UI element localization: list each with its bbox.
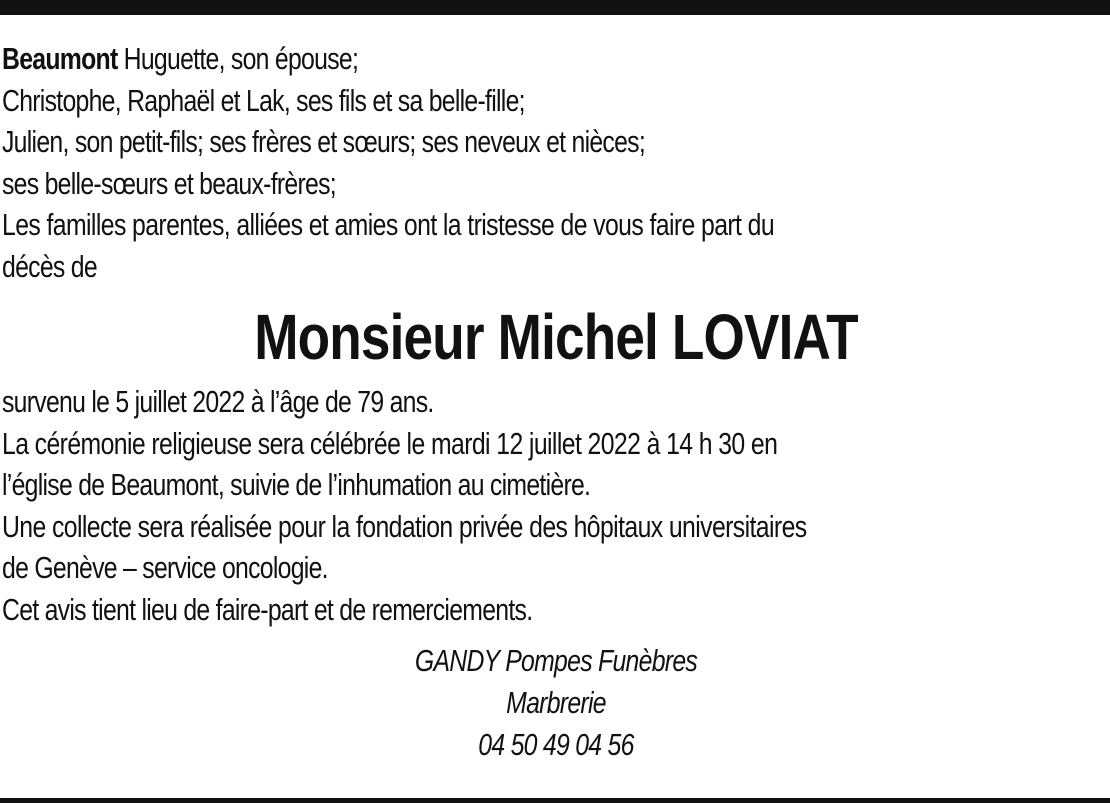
- top-border-rule: [0, 0, 1110, 15]
- obituary-notice: [2, 38, 1110, 766]
- family-line-6: décès de: [2, 248, 97, 284]
- details-line-6: Cet avis tient lieu de faire-part et de remerciements.: [2, 591, 533, 627]
- family-line-3: Julien, son petit-fils; ses frères et sœurs; ses neveux et nièces;: [2, 124, 646, 159]
- family-line-2: Christophe, Raphaël et Lak, ses fils et sa belle-fille;: [2, 82, 525, 118]
- details-line-3: l’église de Beaumont, suivie de l’inhumation au cimetière.: [2, 467, 591, 502]
- funeral-home-phone: 04 50 49 04 56: [478, 727, 634, 762]
- family-line-5: Les familles parentes, alliées et amies ont la tristesse de vous faire part du: [2, 207, 775, 242]
- details-line-4: Une collecte sera réalisée pour la fondation privée des hôpitaux universitaires: [2, 508, 807, 544]
- deceased-name: Monsieur Michel LOVIAT: [254, 301, 858, 373]
- funeral-home-service: Marbrerie: [506, 685, 606, 720]
- family-line-1: [2, 38, 888, 80]
- family-line-1-rest: Huguette, son épouse;: [117, 41, 359, 76]
- funeral-home-signature: [2, 640, 1110, 766]
- funeral-home-name: GANDY Pompes Funèbres: [414, 643, 698, 678]
- details-line-2: La cérémonie religieuse sera célébrée le mardi 12 juillet 2022 à 14 h 30 en: [2, 425, 778, 461]
- details-line-1: survenu le 5 juillet 2022 à l’âge de 79 ans.: [2, 384, 434, 419]
- family-surname: Beaumont: [2, 41, 118, 76]
- family-line-4: ses belle-sœurs et beaux-frères;: [2, 165, 336, 201]
- details-line-5: de Genève – service oncologie.: [2, 550, 328, 585]
- bottom-border-rule: [0, 798, 1110, 803]
